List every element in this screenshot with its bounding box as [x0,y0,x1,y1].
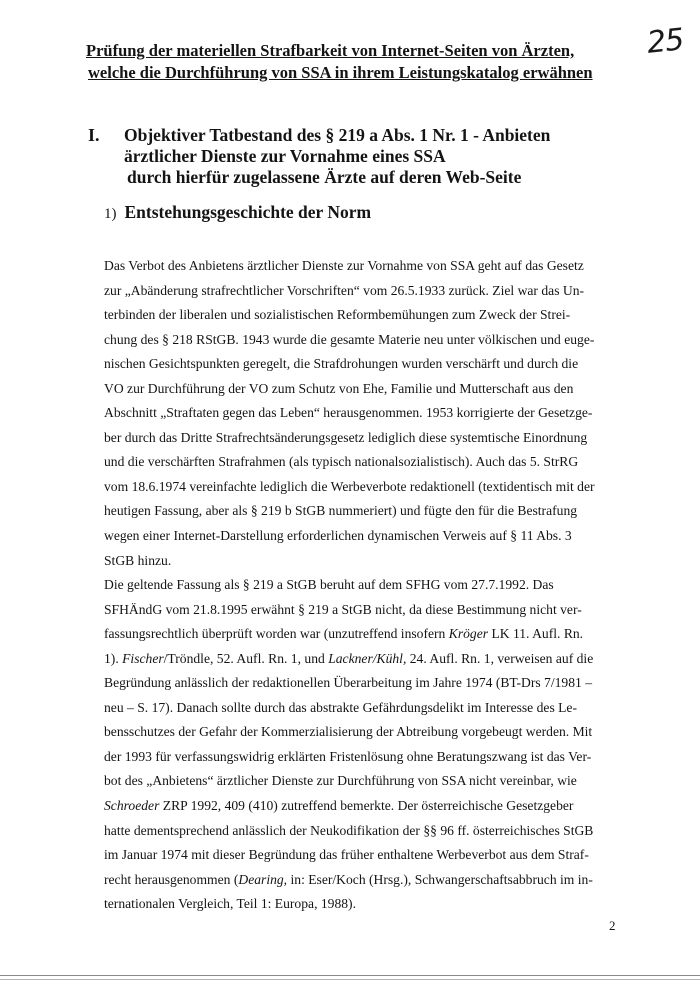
body-line-text: fassungsrechtlich überprüft worden war (unzutreffend insofern [104,626,449,642]
body-line: der 1993 für verfassungswidrig erklärten Fristenlösung ohne Beratungszwang ist das Ver- [104,748,592,764]
body-line: Abschnitt „Straftaten gegen das Leben“ herausgenommen. 1953 korrigierte der Gesetzge- [104,405,593,421]
body-line [104,622,624,647]
body-line: bot des „Anbietens“ ärztlicher Dienste zur Durchführung von SSA nicht vereinbar, wie [104,773,577,789]
body-line: vom 18.6.1974 vereinfachte lediglich die Werbeverbote redaktionell (textidentisch mit der [104,478,595,494]
author-dearing: Dearing, [238,871,288,887]
body-line: terbinden der liberalen und sozialistischen Reformbemühungen zum Zweck der Strei- [104,307,571,323]
body-line [104,647,624,672]
body-line: Begründung anlässlich der redaktionellen Überarbeitung im Jahre 1974 (BT-Drs 7/1981 – [104,675,593,691]
scan-edge-line [0,979,700,980]
citation-text: LK 11. Aufl. Rn. [488,626,584,642]
citation-text: 24. Aufl. Rn. 1, verweisen auf die [406,650,594,666]
citation-text: /Tröndle, 52. Aufl. Rn. 1, und [163,650,329,666]
body-line-text: 1). [104,650,123,666]
body-line [104,868,624,893]
body-line: ternationalen Vergleich, Teil 1: Europa, 1988). [104,896,356,912]
body-line: zur „Abänderung strafrechtlicher Vorschriften“ vom 26.5.1933 zurück. Ziel war das Un- [104,282,585,298]
body-line: SFHÄndG vom 21.8.1995 erwähnt § 219 a StGB nicht, da diese Bestimmung nicht ver- [104,601,582,617]
body-line: chung des § 218 RStGB. 1943 wurde die gesamte Materie neu unter völkischen und euge- [104,331,595,347]
body-line: bensschutzes der Gefahr der Kommerzialisierung der Abtreibung vorgebeugt werden. Mit [104,724,593,740]
body-text [104,254,624,917]
body-line-text: ZRP 1992, 409 (410) zutreffend bemerkte. Der österreichische Gesetzgeber [159,798,574,814]
body-line: Die geltende Fassung als § 219 a StGB beruht auf dem SFHG vom 27.7.1992. Das [104,577,554,593]
section-heading-line-3: durch hierfür zugelassene Ärzte auf deren Web-Seite [127,167,522,187]
section-number: I. [88,125,100,145]
citation-text: in: Eser/Koch (Hrsg.), Schwangerschaftsabbruch im in- [287,871,593,887]
body-line: und die verschärften Strafrahmen (als typisch nationalsozialistisch). Auch das 5. StrRG [104,454,579,470]
subsection-heading [104,202,371,223]
title-line-2: welche die Durchführung von SSA in ihrem Leistungskatalog erwähnen [88,63,593,82]
body-line: neu – S. 17). Danach sollte durch das abstrakte Gefährdungsdelikt im Interesse des Le- [104,699,577,715]
section-heading [124,125,604,188]
author-lackner: Lackner/Kühl, [328,650,407,666]
body-line: ber durch das Dritte Strafrechtsänderungsgesetz lediglich diese systemtische Einordnung [104,429,588,445]
subsection-number: 1) [104,206,117,222]
body-line: nischen Gesichtspunkten geregelt, die Strafdrohungen wurden verschärft und durch die [104,356,579,372]
author-kroeger: Kröger [448,626,489,642]
body-line: im Januar 1974 mit dieser Begründung das früher enthaltene Werbeverbot aus dem Straf- [104,847,589,863]
handwritten-page-number: 25 [645,22,685,61]
body-line: Das Verbot des Anbietens ärztlicher Dienste zur Vornahme von SSA geht auf das Gesetz [104,258,584,273]
section-heading-line-2: ärztlicher Dienste zur Vornahme eines SSA [124,146,446,166]
body-line-text: recht herausgenommen ( [104,871,239,887]
author-fischer: Fischer [122,650,164,666]
subsection-title: Entstehungsgeschichte der Norm [124,202,372,222]
body-line: heutigen Fassung, aber als § 219 b StGB nummeriert) und fügte den für die Bestrafung [104,503,578,519]
scan-edge-line [0,975,700,976]
section-heading-line-1: Objektiver Tatbestand des § 219 a Abs. 1 Nr. 1 - Anbieten [124,125,551,145]
title-line-1: Prüfung der materiellen Strafbarkeit von Internet-Seiten von Ärzten, [86,41,575,60]
body-line: StGB hinzu. [104,552,172,568]
body-line: VO zur Durchführung der VO zum Schutz von Ehe, Familie und Mutterschaft aus den [104,380,574,396]
document-title [86,40,626,84]
page-number: 2 [609,918,616,933]
author-schroeder: Schroeder [104,798,160,814]
body-line: hatte dementsprechend anlässlich der Neukodifikation der §§ 96 ff. österreichisches StGB [104,822,594,838]
body-line [104,794,624,819]
body-line: wegen einer Internet-Darstellung erforderlichen dynamischen Verweis auf § 11 Abs. 3 [104,528,572,544]
